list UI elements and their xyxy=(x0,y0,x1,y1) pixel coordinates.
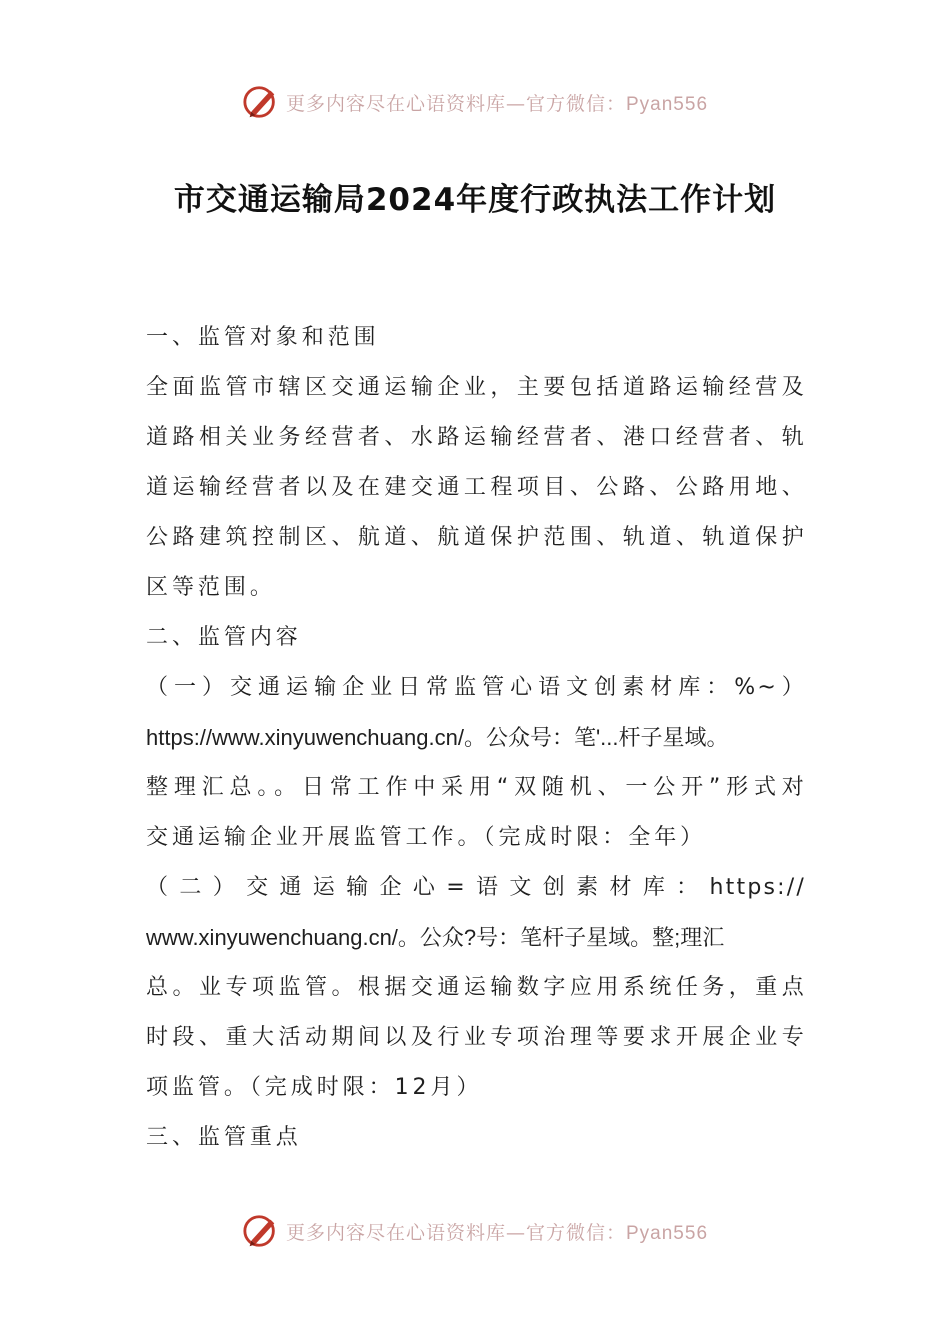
pen-logo-icon xyxy=(242,1212,280,1250)
paragraph-line: 整理汇总。。日常工作中采用“双随机、一公开”形式对 xyxy=(146,775,806,800)
section-heading: 三、监管重点 xyxy=(146,1125,302,1150)
paragraph-line: www.xinyuwenchuang.cn/。公众?号：笔杆子星域。整;理汇 xyxy=(146,925,725,950)
paragraph-line: 总。业专项监管。根据交通运输数字应用系统任务，重点 xyxy=(146,975,806,1000)
paragraph-line: 区等范围。 xyxy=(146,575,276,600)
paragraph-line: （二）交通运输企心=语文创素材库：https:// xyxy=(146,875,806,900)
document-body xyxy=(146,313,806,1163)
footer-watermark-banner xyxy=(0,1209,950,1253)
header-watermark-banner xyxy=(0,80,950,124)
banner-text: 更多内容尽在心语资料库—官方微信：Pyan556 xyxy=(285,92,709,115)
paragraph-line: 道路相关业务经营者、水路运输经营者、港口经营者、轨 xyxy=(146,425,806,450)
section-heading: 二、监管内容 xyxy=(146,625,302,650)
banner-text: 更多内容尽在心语资料库—官方微信：Pyan556 xyxy=(285,1221,709,1244)
paragraph-line: 全面监管市辖区交通运输企业，主要包括道路运输经营及 xyxy=(146,375,806,400)
paragraph-line: https://www.xinyuwenchuang.cn/。公众号：笔'...杆子星域。 xyxy=(146,725,729,750)
banner-wechat-id: Pyan556 xyxy=(626,1222,709,1244)
section-heading: 一、监管对象和范围 xyxy=(146,325,380,350)
banner-wechat-id: Pyan556 xyxy=(626,93,709,115)
document-title: 市交通运输局2024年度行政执法工作计划 xyxy=(173,182,777,218)
paragraph-line: 交通运输企业开展监管工作。（完成时限：全年） xyxy=(146,825,707,850)
paragraph-line: 项监管。（完成时限：12月） xyxy=(146,1075,483,1100)
paragraph-line: 时段、重大活动期间以及行业专项治理等要求开展企业专 xyxy=(146,1025,806,1050)
paragraph-line: 道运输经营者以及在建交通工程项目、公路、公路用地、 xyxy=(146,475,806,500)
paragraph-line: （一）交通运输企业日常监管心语文创素材库：%~） xyxy=(146,675,806,700)
pen-logo-icon xyxy=(242,83,280,121)
paragraph-line: 公路建筑控制区、航道、航道保护范围、轨道、轨道保护 xyxy=(146,525,806,550)
